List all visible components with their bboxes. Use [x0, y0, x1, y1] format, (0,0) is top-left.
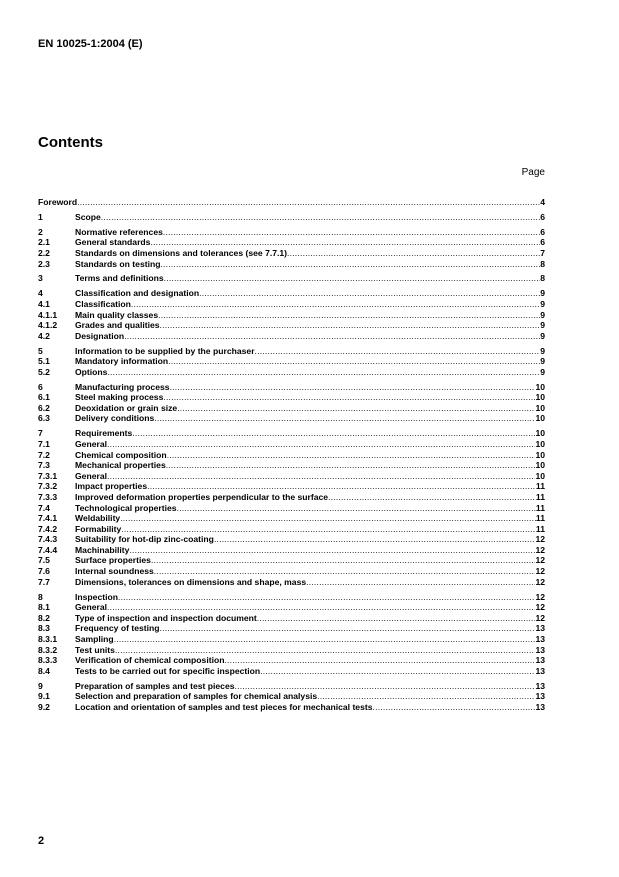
toc-entry-title: Standards on dimensions and tolerances (see 7.7.1) — [75, 247, 288, 258]
dot-leader — [317, 691, 535, 702]
toc-entry-number: 8.1 — [38, 602, 50, 613]
toc-entry[interactable] — [38, 592, 545, 603]
toc-entry[interactable] — [38, 534, 545, 545]
dot-leader — [132, 428, 535, 439]
dot-leader — [107, 602, 535, 613]
toc-entry-title: General — [75, 438, 108, 449]
toc-entry-page: 9 — [540, 356, 545, 367]
toc-entry-title: Main quality classes — [75, 309, 159, 320]
toc-entry-title: Inspection — [75, 591, 118, 602]
page-title: Contents — [38, 134, 103, 151]
toc-entry-number: 4 — [38, 288, 43, 299]
dot-leader — [158, 310, 540, 321]
dot-leader — [160, 259, 540, 270]
dot-leader — [160, 623, 536, 634]
toc-entry-title: Machinability — [75, 544, 130, 555]
dot-leader — [199, 288, 540, 299]
dot-leader — [224, 655, 535, 666]
toc-entry-number: 2 — [38, 226, 43, 237]
toc-entry-page: 9 — [540, 298, 545, 309]
toc-entry[interactable] — [38, 524, 545, 535]
toc-entry[interactable] — [38, 450, 545, 461]
toc-entry-number: 4.1.1 — [38, 309, 58, 320]
toc-entry-page: 13 — [535, 633, 545, 644]
dot-leader — [107, 471, 535, 482]
toc-entry[interactable] — [38, 555, 545, 566]
toc-entry[interactable] — [38, 602, 545, 613]
dot-leader — [287, 248, 540, 259]
dot-leader — [101, 212, 540, 223]
toc-entry-page: 11 — [535, 513, 545, 524]
toc-entry-page: 9 — [540, 288, 545, 299]
toc-entry-number: 7.4 — [38, 502, 50, 513]
toc-entry-number: 5.1 — [38, 356, 50, 367]
page-column-label: Page — [521, 167, 545, 178]
dot-leader — [160, 320, 541, 331]
toc-entry-page: 13 — [535, 623, 545, 634]
toc-entry[interactable] — [38, 227, 545, 238]
toc-entry[interactable] — [38, 460, 545, 471]
toc-entry-number: 4.1.2 — [38, 320, 58, 331]
toc-entry-page: 9 — [540, 366, 545, 377]
toc-entry-number: 7.4.2 — [38, 523, 58, 534]
toc-entry[interactable] — [38, 392, 545, 403]
toc-entry[interactable] — [38, 346, 545, 357]
toc-entry-title: Steel making process — [75, 392, 164, 403]
toc-entry-title: Chemical composition — [75, 449, 167, 460]
dot-leader — [260, 666, 535, 677]
toc-entry[interactable] — [38, 403, 545, 414]
toc-entry-title: Normative references — [75, 226, 163, 237]
toc-entry-title: Verification of chemical composition — [75, 655, 225, 666]
toc-entry-number: 7.3.3 — [38, 491, 58, 502]
toc-entry[interactable] — [38, 492, 545, 503]
toc-entry-title: Surface properties — [75, 555, 151, 566]
toc-entry-title: Delivery conditions — [75, 413, 155, 424]
toc-entry[interactable] — [38, 299, 545, 310]
toc-entry[interactable] — [38, 356, 545, 367]
toc-entry-number: 9.2 — [38, 701, 50, 712]
toc-entry-title: Classification — [75, 298, 131, 309]
toc-entry-title: Weldability — [75, 513, 121, 524]
toc-entry-title: Manufacturing process — [75, 381, 170, 392]
toc-entry-page: 12 — [535, 591, 545, 602]
dot-leader — [124, 331, 540, 342]
toc-entry-page: 13 — [535, 691, 545, 702]
toc-entry-number: 1 — [38, 211, 43, 222]
toc-entry-page: 13 — [535, 701, 545, 712]
dot-leader — [154, 413, 535, 424]
dot-leader — [177, 503, 536, 514]
toc-entry-title: Tests to be carried out for specific inspection — [75, 665, 261, 676]
toc-entry-number: 7.4.3 — [38, 534, 58, 545]
toc-entry[interactable] — [38, 471, 545, 482]
toc-entry-title: Options — [75, 366, 108, 377]
toc-entry-title: Terms and definitions — [75, 273, 164, 284]
toc-entry[interactable] — [38, 428, 545, 439]
toc-entry-page: 10 — [535, 413, 545, 424]
page-number: 2 — [38, 835, 45, 847]
toc-entry-page: 10 — [535, 438, 545, 449]
toc-entry-title: Impact properties — [75, 481, 148, 492]
toc-entry-page: 12 — [535, 612, 545, 623]
toc-entry-page: 7 — [540, 247, 545, 258]
toc-entry-title: General — [75, 470, 108, 481]
toc-entry-page: 10 — [535, 402, 545, 413]
toc-entry[interactable] — [38, 623, 545, 634]
dot-leader — [150, 237, 540, 248]
dot-leader — [373, 702, 536, 713]
dot-leader — [235, 681, 536, 692]
dot-leader — [167, 450, 536, 461]
toc-entry-title: Grades and qualities — [75, 320, 160, 331]
toc-entry-number: 7.3.2 — [38, 481, 58, 492]
toc-entry-number: 3 — [38, 273, 43, 284]
toc-entry-number: 6.3 — [38, 413, 50, 424]
toc-entry-page: 6 — [540, 211, 545, 222]
toc-entry-page: 9 — [540, 345, 545, 356]
dot-leader — [120, 513, 536, 524]
toc-entry[interactable] — [38, 681, 545, 692]
toc-entry[interactable] — [38, 197, 545, 208]
toc-entry-page: 9 — [540, 320, 545, 331]
toc-entry-number: 7.1 — [38, 438, 50, 449]
toc-entry-title: Scope — [75, 211, 101, 222]
toc-entry-page: 10 — [535, 460, 545, 471]
toc-entry-number: 8.4 — [38, 665, 50, 676]
dot-leader — [177, 403, 535, 414]
dot-leader — [131, 299, 540, 310]
toc-entry[interactable] — [38, 310, 545, 321]
toc-entry-page: 10 — [535, 428, 545, 439]
toc-entry[interactable] — [38, 702, 545, 713]
toc-entry-page: 12 — [535, 534, 545, 545]
toc-entry[interactable] — [38, 382, 545, 393]
toc-entry[interactable] — [38, 645, 545, 656]
toc-entry[interactable] — [38, 545, 545, 556]
dot-leader — [151, 555, 535, 566]
toc-entry-title: Internal soundness — [75, 566, 154, 577]
toc-entry[interactable] — [38, 212, 545, 223]
toc-entry-title: Formability — [75, 523, 122, 534]
dot-leader — [164, 273, 541, 284]
toc-entry-page: 12 — [535, 555, 545, 566]
toc-entry-number: 4.2 — [38, 330, 50, 341]
toc-entry-number: 7.3 — [38, 460, 50, 471]
toc-entry[interactable] — [38, 237, 545, 248]
toc-entry-number: 6 — [38, 381, 43, 392]
toc-entry-page: 10 — [535, 392, 545, 403]
toc-entry-title: Standards on testing — [75, 258, 161, 269]
dot-leader — [115, 645, 535, 656]
toc-entry-page: 10 — [535, 449, 545, 460]
toc-entry-title: General — [75, 602, 108, 613]
toc-entry-number: 8.3.1 — [38, 633, 58, 644]
toc-entry-page: 6 — [540, 237, 545, 248]
toc-entry-number: 2.2 — [38, 247, 50, 258]
dot-leader — [147, 481, 536, 492]
dot-leader — [214, 534, 536, 545]
toc-entry-number: 8 — [38, 591, 43, 602]
toc-entry[interactable] — [38, 248, 545, 259]
toc-entry-page: 8 — [540, 273, 545, 284]
dot-leader — [118, 592, 535, 603]
toc-entry[interactable] — [38, 273, 545, 284]
toc-entry[interactable] — [38, 566, 545, 577]
toc-entry[interactable] — [38, 666, 545, 677]
toc-entry[interactable] — [38, 439, 545, 450]
toc-entry-title: Selection and preparation of samples for chemical analysis — [75, 691, 318, 702]
toc-entry-page: 11 — [535, 491, 545, 502]
dot-leader — [163, 392, 535, 403]
toc-entry-page: 11 — [535, 523, 545, 534]
toc-entry[interactable] — [38, 613, 545, 624]
toc-entry-number: 2.3 — [38, 258, 50, 269]
toc-entry[interactable] — [38, 691, 545, 702]
toc-entry[interactable] — [38, 577, 545, 588]
toc-entry-number: 7.5 — [38, 555, 50, 566]
toc-entry-page: 4 — [540, 197, 545, 207]
toc-entry-title: Sampling — [75, 633, 114, 644]
dot-leader — [121, 524, 536, 535]
dot-leader — [77, 197, 540, 208]
dot-leader — [163, 227, 540, 238]
toc-entry-page: 13 — [535, 655, 545, 666]
dot-leader — [166, 460, 536, 471]
document-header: EN 10025-1:2004 (E) — [38, 38, 143, 50]
dot-leader — [306, 577, 535, 588]
toc-entry-number: 5 — [38, 345, 43, 356]
toc-entry-page: 12 — [535, 544, 545, 555]
toc-entry-title: Preparation of samples and test pieces — [75, 680, 235, 691]
toc-entry-page: 10 — [535, 381, 545, 392]
toc-entry-page: 8 — [540, 258, 545, 269]
toc-entry-page: 13 — [535, 644, 545, 655]
dot-leader — [154, 566, 536, 577]
toc-entry-title: Designation — [75, 330, 125, 341]
toc-entry-page: 6 — [540, 226, 545, 237]
toc-entry-number: 7.4.1 — [38, 513, 58, 524]
toc-entry-title: Improved deformation properties perpendicular to the surface — [75, 491, 329, 502]
toc-entry-number: 7 — [38, 428, 43, 439]
dot-leader — [168, 356, 540, 367]
toc-entry-page: 9 — [540, 330, 545, 341]
toc-entry-number: 8.3 — [38, 623, 50, 634]
toc-entry-number: 4.1 — [38, 298, 50, 309]
toc-entry-page: 11 — [535, 502, 545, 513]
toc-entry-title: Foreword — [38, 197, 78, 207]
dot-leader — [129, 545, 535, 556]
toc-entry-number: 2.1 — [38, 237, 50, 248]
toc-entry[interactable] — [38, 413, 545, 424]
toc-entry-page: 12 — [535, 566, 545, 577]
toc-entry-page: 13 — [535, 680, 545, 691]
toc-entry[interactable] — [38, 503, 545, 514]
dot-leader — [328, 492, 536, 503]
toc-entry[interactable] — [38, 288, 545, 299]
toc-entry[interactable] — [38, 513, 545, 524]
dot-leader — [255, 346, 541, 357]
toc-entry[interactable] — [38, 655, 545, 666]
toc-entry-title: Mechanical properties — [75, 460, 166, 471]
toc-entry-number: 8.3.3 — [38, 655, 58, 666]
toc-entry-title: Classification and designation — [75, 288, 200, 299]
toc-entry-number: 8.2 — [38, 612, 50, 623]
toc-entry-page: 12 — [535, 602, 545, 613]
toc-entry-title: Information to be supplied by the purchaser — [75, 345, 255, 356]
toc-entry-page: 10 — [535, 470, 545, 481]
toc-entry-number: 7.6 — [38, 566, 50, 577]
toc-entry-number: 7.3.1 — [38, 470, 58, 481]
toc-entry-title: Type of inspection and inspection document — [75, 612, 257, 623]
toc-entry-page: 13 — [535, 665, 545, 676]
toc-entry-title: Mandatory information — [75, 356, 169, 367]
toc-entry-number: 5.2 — [38, 366, 50, 377]
toc-entry-title: Frequency of testing — [75, 623, 160, 634]
toc-entry-number: 6.1 — [38, 392, 50, 403]
toc-entry-title: Requirements — [75, 428, 133, 439]
toc-entry-title: General standards — [75, 237, 151, 248]
dot-leader — [114, 634, 536, 645]
toc-entry-title: Test units — [75, 644, 115, 655]
toc-entry[interactable] — [38, 634, 545, 645]
toc-entry[interactable] — [38, 259, 545, 270]
toc-entry[interactable] — [38, 320, 545, 331]
toc-entry-number: 8.3.2 — [38, 644, 58, 655]
toc-entry-number: 9.1 — [38, 691, 50, 702]
toc-entry-number: 7.4.4 — [38, 544, 58, 555]
toc-entry[interactable] — [38, 367, 545, 378]
dot-leader — [107, 367, 540, 378]
toc-entry[interactable] — [38, 481, 545, 492]
dot-leader — [257, 613, 536, 624]
toc-entry[interactable] — [38, 331, 545, 342]
toc-entry-number: 6.2 — [38, 402, 50, 413]
toc-entry-page: 11 — [535, 481, 545, 492]
toc-entry-title: Dimensions, tolerances on dimensions and shape, mass — [75, 576, 307, 587]
toc-entry-page: 12 — [535, 576, 545, 587]
toc-entry-number: 7.2 — [38, 449, 50, 460]
toc-entry-number: 7.7 — [38, 576, 50, 587]
toc-entry-title: Suitability for hot-dip zinc-coating — [75, 534, 214, 545]
table-of-contents — [38, 197, 545, 712]
toc-entry-page: 9 — [540, 309, 545, 320]
toc-entry-title: Technological properties — [75, 502, 177, 513]
toc-entry-title: Deoxidation or grain size — [75, 402, 178, 413]
toc-entry-title: Location and orientation of samples and test pieces for mechanical tests — [75, 701, 373, 712]
dot-leader — [107, 439, 535, 450]
dot-leader — [170, 382, 536, 393]
toc-entry-number: 9 — [38, 680, 43, 691]
